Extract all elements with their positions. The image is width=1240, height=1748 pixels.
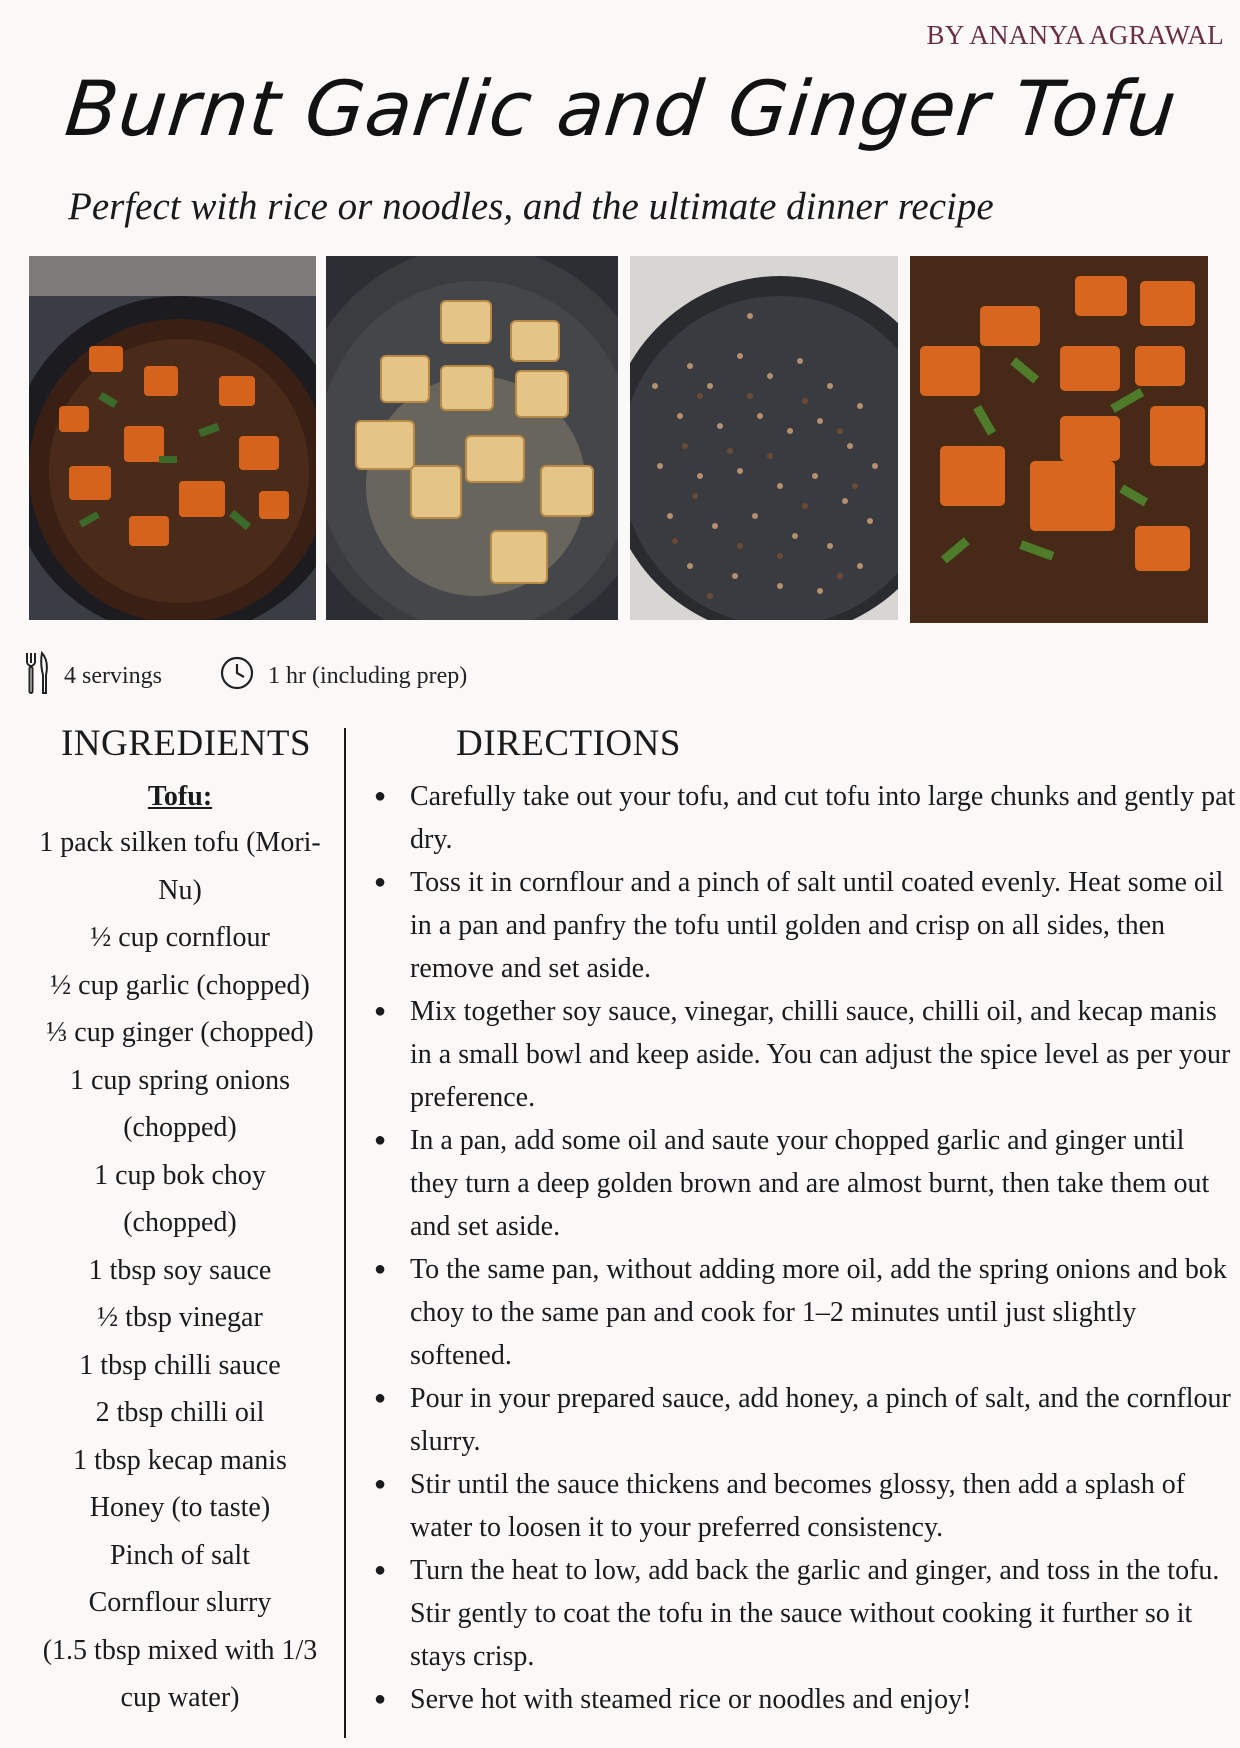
direction-text: In a pan, add some oil and saute your chopped garlic and ginger until they turn a deep golden brown and are almost burnt, then take them out and set aside. xyxy=(410,1125,1210,1242)
bullet-marker: ● xyxy=(374,1387,387,1409)
ingredient-line: Nu) xyxy=(158,874,202,906)
time-text: 1 hr (including prep) xyxy=(268,662,468,689)
ingredient-line: 2 tbsp chilli oil xyxy=(95,1397,265,1428)
ingredient-line: (chopped) xyxy=(123,1207,237,1238)
time-info xyxy=(220,656,467,697)
ingredients-heading: INGREDIENTS xyxy=(60,723,312,764)
bullet-marker: ● xyxy=(374,1129,387,1151)
bullet-marker: ● xyxy=(374,871,387,893)
ingredient-line: cup water) xyxy=(120,1682,240,1713)
photo-finished-dish xyxy=(29,256,316,620)
ingredient-line: 1 pack silken tofu (Mori- xyxy=(39,827,321,858)
bullet-marker: ● xyxy=(374,1258,387,1280)
ingredient-line: Honey (to taste) xyxy=(89,1492,271,1523)
direction-step xyxy=(374,990,1236,1119)
direction-text: Pour in your prepared sauce, add honey, a pinch of salt, and the cornflour slurry. xyxy=(410,1383,1231,1457)
ingredient-line: 1 tbsp kecap manis xyxy=(73,1444,287,1476)
column-divider xyxy=(344,728,346,1738)
direction-text: Turn the heat to low, add back the garlic and ginger, and toss in the tofu. Stir gently to coat the tofu in the sauce without cooking it further so it stays crisp. xyxy=(410,1555,1220,1672)
directions-section xyxy=(374,722,1236,1721)
direction-text: Mix together soy sauce, vinegar, chilli sauce, chilli oil, and kecap manis in a small bowl and keep aside. You can adjust the spice level as per your preference. xyxy=(410,996,1231,1113)
ingredient-line: 1 cup bok choy xyxy=(94,1159,266,1191)
photo-strip xyxy=(0,256,1240,626)
direction-step xyxy=(374,861,1236,990)
direction-step xyxy=(374,775,1236,861)
directions-heading: DIRECTIONS xyxy=(456,723,681,764)
recipe-subtitle: Perfect with rice or noodles, and the ultimate dinner recipe xyxy=(68,185,994,228)
ingredient-line: (chopped) xyxy=(123,1112,237,1143)
ingredient-line: Pinch of salt xyxy=(110,1539,250,1571)
ingredient-line: ½ cup cornflour xyxy=(90,922,270,953)
recipe-meta xyxy=(24,652,525,700)
ingredient-line: Cornflour slurry xyxy=(88,1587,272,1618)
ingredient-line: 1 tbsp soy sauce xyxy=(88,1254,272,1286)
bullet-marker: ● xyxy=(374,1688,387,1710)
ingredient-line: (1.5 tbsp mixed with 1/3 xyxy=(42,1634,318,1666)
ingredients-section xyxy=(22,722,338,1722)
direction-text: Stir until the sauce thickens and becomes glossy, then add a splash of water to loosen it to your preferred consistency. xyxy=(410,1469,1186,1543)
fork-knife-icon xyxy=(24,651,50,702)
ingredients-sublabel: Tofu: xyxy=(147,781,213,812)
direction-step xyxy=(374,1377,1236,1463)
direction-step xyxy=(374,1248,1236,1377)
recipe-title: Burnt Garlic and Ginger Tofu xyxy=(61,64,1182,153)
photo-browned-garlic xyxy=(630,256,898,620)
ingredients-list xyxy=(22,819,338,1722)
photo-fried-tofu xyxy=(326,256,618,620)
bullet-marker: ● xyxy=(374,1559,387,1581)
direction-text: To the same pan, without adding more oil, add the spring onions and bok choy to the same pan and cook for 1–2 minutes until just slightly softened. xyxy=(410,1254,1227,1371)
photo-sauce-closeup xyxy=(910,256,1208,623)
ingredient-line: ½ cup garlic (chopped) xyxy=(50,969,310,1001)
direction-step xyxy=(374,1549,1236,1678)
servings-info xyxy=(24,651,162,702)
directions-list xyxy=(374,775,1236,1721)
direction-text: Toss it in cornflour and a pinch of salt until coated evenly. Heat some oil in a pan and panfry the tofu until golden and crisp on all sides, then remove and set aside. xyxy=(410,867,1224,984)
direction-step xyxy=(374,1119,1236,1248)
author-byline: BY ANANYA AGRAWAL xyxy=(926,20,1224,50)
bullet-marker: ● xyxy=(374,1000,387,1022)
bullet-marker: ● xyxy=(374,785,387,807)
servings-text: 4 servings xyxy=(64,662,162,689)
direction-step xyxy=(374,1463,1236,1549)
direction-step xyxy=(374,1678,1236,1721)
direction-text: Serve hot with steamed rice or noodles and enjoy! xyxy=(410,1684,972,1715)
ingredient-line: 1 tbsp chilli sauce xyxy=(79,1349,281,1381)
ingredient-line: 1 cup spring onions xyxy=(69,1064,291,1096)
ingredient-line: ½ tbsp vinegar xyxy=(97,1302,263,1333)
clock-icon xyxy=(220,656,254,697)
direction-text: Carefully take out your tofu, and cut tofu into large chunks and gently pat dry. xyxy=(410,781,1236,855)
bullet-marker: ● xyxy=(374,1473,387,1495)
ingredient-line: ⅓ cup ginger (chopped) xyxy=(46,1017,314,1048)
